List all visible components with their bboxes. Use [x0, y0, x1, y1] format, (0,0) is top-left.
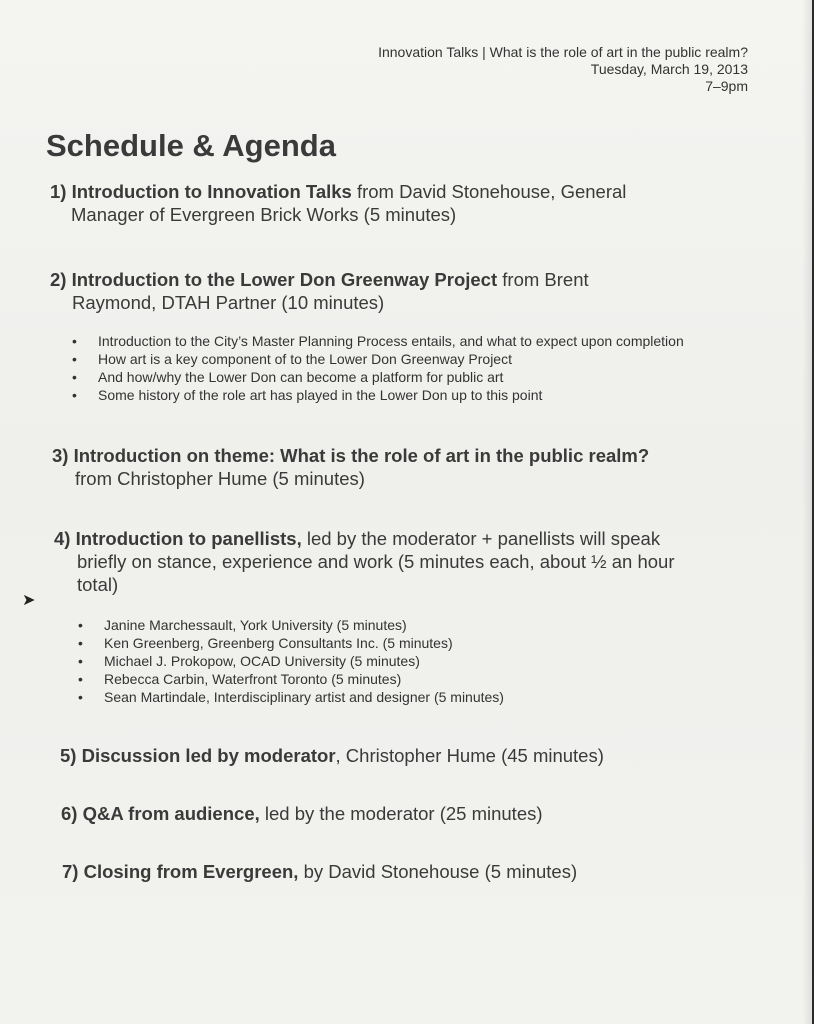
agenda-item-4: [54, 527, 675, 596]
page-mark: ➤: [22, 592, 36, 609]
item-text-continued: briefly on stance, experience and work (5 minutes each, about ½ an hour: [77, 551, 675, 572]
item-heading: Discussion led by moderator: [81, 745, 336, 766]
agenda-item-2: [50, 268, 589, 314]
list-item: • Ken Greenberg, Greenberg Consultants Inc. (5 minutes): [78, 634, 504, 652]
item-heading: Introduction to the Lower Don Greenway Project: [71, 269, 498, 290]
agenda-item-1: [50, 180, 626, 226]
item-number: 7): [62, 861, 79, 882]
list-item: • Some history of the role art has played in the Lower Don up to this point: [72, 386, 684, 404]
item-number: 3): [52, 445, 69, 466]
agenda-item-7: [62, 860, 577, 883]
item-text: from Brent: [497, 269, 589, 290]
item-number: 2): [50, 269, 67, 290]
item-heading: Introduction on theme: What is the role of art in the public realm?: [73, 445, 650, 466]
item-text: , Christopher Hume (45 minutes): [335, 745, 604, 766]
list-item: • How art is a key component of to the Lower Don Greenway Project: [72, 350, 684, 368]
event-header: [378, 44, 748, 95]
panellist-list: [78, 616, 504, 706]
item-2-bullet-list: [72, 332, 684, 404]
list-item: • And how/why the Lower Don can become a platform for public art: [72, 368, 684, 386]
list-item: • Rebecca Carbin, Waterfront Toronto (5 minutes): [78, 670, 504, 688]
item-heading: Introduction to Innovation Talks: [71, 181, 352, 202]
item-number: 1): [50, 181, 67, 202]
agenda-item-5: [60, 744, 604, 767]
item-text: by David Stonehouse (5 minutes): [298, 861, 578, 882]
item-heading: Q&A from audience,: [82, 803, 260, 824]
item-heading: Closing from Evergreen,: [83, 861, 299, 882]
item-text: led by the moderator + panellists will speak: [301, 528, 661, 549]
item-text-continued: from Christopher Hume (5 minutes): [75, 468, 365, 489]
list-item: • Michael J. Prokopow, OCAD University (5 minutes): [78, 652, 504, 670]
item-text-continued: Raymond, DTAH Partner (10 minutes): [72, 292, 385, 313]
agenda-item-3: [52, 444, 649, 490]
item-text: led by the moderator (25 minutes): [259, 803, 543, 824]
item-heading: Introduction to panellists,: [75, 528, 302, 549]
list-item: • Janine Marchessault, York University (5 minutes): [78, 616, 504, 634]
item-text: from David Stonehouse, General: [351, 181, 627, 202]
item-text-continued-2: total): [77, 574, 119, 595]
item-number: 6): [61, 803, 78, 824]
item-number: 4): [54, 528, 71, 549]
list-item: • Introduction to the City’s Master Planning Process entails, and what to expect upon completion: [72, 332, 684, 350]
agenda-item-6: [61, 802, 543, 825]
list-item: • Sean Martindale, Interdisciplinary artist and designer (5 minutes): [78, 688, 504, 706]
event-date: Tuesday, March 19, 2013: [590, 61, 748, 77]
item-number: 5): [60, 745, 77, 766]
page-title: Schedule & Agenda: [46, 128, 336, 163]
event-title: Innovation Talks | What is the role of art in the public realm?: [378, 44, 748, 60]
event-time: 7–9pm: [705, 78, 748, 94]
item-text-continued: Manager of Evergreen Brick Works (5 minutes): [71, 204, 457, 225]
